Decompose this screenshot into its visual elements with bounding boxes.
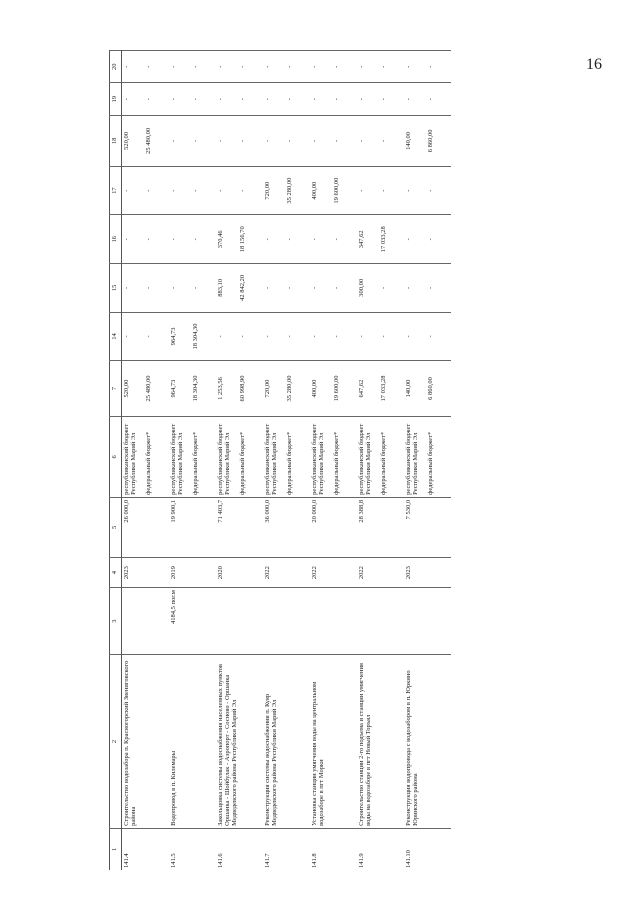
- year: 2020: [216, 558, 263, 588]
- funding-source-line: республиканский бюджет Республики Марий Эл: [405, 423, 419, 495]
- value-c7-line: 60 998,90: [239, 375, 246, 402]
- value-c20-line: -: [358, 65, 365, 68]
- value-c14-line: -: [145, 335, 152, 338]
- value-c20-line: -: [427, 65, 434, 68]
- value-c17-line: -: [192, 189, 199, 192]
- value-c19: [404, 83, 451, 115]
- column-header: 7: [110, 361, 122, 417]
- value-c18: [122, 115, 170, 166]
- value-c14: [404, 312, 451, 361]
- value-c14-line: 964,73: [170, 327, 177, 346]
- value-c16-line: -: [405, 238, 412, 241]
- value-c7: [357, 361, 404, 417]
- value-c20: [357, 51, 404, 84]
- value-c20: [122, 51, 170, 84]
- year: 2022: [357, 558, 404, 588]
- project-name: Реконструкция системы водоснабжения п. Куяр Медведевского района Республики Марий Эл: [263, 655, 310, 829]
- funding-source-line: республиканский бюджет Республики Марий Эл: [217, 423, 231, 495]
- value-c16-line: -: [123, 238, 130, 241]
- value-c15-line: -: [145, 286, 152, 289]
- total-cost: 19 900,1: [169, 497, 216, 557]
- value-c20-line: -: [380, 65, 387, 68]
- value-c19-line: -: [192, 98, 199, 101]
- value-c18-line: 520,00: [123, 131, 130, 150]
- value-c14-line: -: [239, 335, 246, 338]
- value-c7: [122, 361, 170, 417]
- value-c19-line: -: [264, 98, 271, 101]
- value-c20-line: -: [286, 65, 293, 68]
- value-c18: [404, 115, 451, 166]
- value-c19-line: -: [405, 98, 412, 101]
- value-c17: [122, 166, 170, 215]
- value-c14: [169, 312, 216, 361]
- value-c20: [216, 51, 263, 84]
- value-c17: [404, 166, 451, 215]
- value-c19-line: -: [311, 98, 318, 101]
- project-name: Установка станции умягчения воды на центральном водозаборе в пгт Морки: [310, 655, 357, 829]
- value-c7-line: 647,62: [358, 379, 365, 398]
- value-c16: [357, 215, 404, 264]
- value-c16-line: -: [427, 238, 434, 241]
- funding-source-line: федеральный бюджет*: [333, 431, 340, 495]
- total-cost: 7 530,0: [404, 497, 451, 557]
- value-c17: [263, 166, 310, 215]
- project-name: Строительство станции 2-го подъема и станции умягчения воды на водозаборе в пгт Новый Торъял: [357, 655, 404, 829]
- funding-source: [357, 416, 404, 497]
- funding-source-line: республиканский бюджет Республики Марий Эл: [123, 423, 137, 495]
- value-c16: [310, 215, 357, 264]
- value-c15-line: -: [405, 286, 412, 289]
- value-c19: [263, 83, 310, 115]
- value-c15: [310, 264, 357, 313]
- value-c16: [122, 215, 170, 264]
- column-header: 19: [110, 83, 122, 115]
- value-c17-line: -: [123, 189, 130, 192]
- value-c15-line: -: [192, 286, 199, 289]
- value-c15-line: -: [427, 286, 434, 289]
- value-c19-line: -: [217, 98, 224, 101]
- value-c7-line: 35 280,00: [286, 375, 293, 402]
- value-c14-line: -: [405, 335, 412, 338]
- value-c17: [357, 166, 404, 215]
- funding-source-line: республиканский бюджет Республики Марий Эл: [311, 423, 325, 495]
- value-c15-line: -: [170, 286, 177, 289]
- value-c7-line: 19 600,00: [333, 375, 340, 402]
- table-row: [404, 51, 451, 871]
- funding-source-line: республиканский бюджет Республики Марий Эл: [358, 423, 372, 495]
- value-c14-line: -: [380, 335, 387, 338]
- funding-source-line: республиканский бюджет Республики Марий Эл: [170, 423, 184, 495]
- value-c17-line: 400,00: [311, 181, 318, 200]
- value-c15-line: -: [264, 286, 271, 289]
- capacity: [122, 588, 170, 655]
- value-c15: [122, 264, 170, 313]
- value-c15-line: 42 842,20: [239, 274, 246, 301]
- table-row: [216, 51, 263, 871]
- table-row: [122, 51, 170, 871]
- total-cost: 26 000,0: [122, 497, 170, 557]
- budget-table: [109, 50, 451, 870]
- value-c20: [310, 51, 357, 84]
- column-header: 5: [110, 497, 122, 557]
- value-c19: [357, 83, 404, 115]
- year: 2022: [263, 558, 310, 588]
- value-c17-line: -: [405, 189, 412, 192]
- value-c16: [169, 215, 216, 264]
- value-c7-line: 25 480,00: [145, 375, 152, 402]
- funding-source-line: федеральный бюджет*: [239, 431, 246, 495]
- value-c20-line: -: [192, 65, 199, 68]
- value-c19-line: -: [239, 98, 246, 101]
- value-c20-line: -: [333, 65, 340, 68]
- year: 2023: [122, 558, 170, 588]
- total-cost: 71 403,7: [216, 497, 263, 557]
- value-c17-line: -: [217, 189, 224, 192]
- value-c19-line: -: [145, 98, 152, 101]
- row-id: 141.9: [357, 828, 404, 870]
- value-c7-line: 964,73: [170, 379, 177, 398]
- value-c19: [216, 83, 263, 115]
- value-c18-line: -: [170, 139, 177, 142]
- value-c16-line: -: [170, 238, 177, 241]
- capacity: 4184,5 пог.м: [169, 588, 216, 655]
- row-id: 141.8: [310, 828, 357, 870]
- value-c16-line: -: [286, 238, 293, 241]
- value-c15-line: 883,10: [217, 278, 224, 297]
- value-c16-line: -: [192, 238, 199, 241]
- value-c17-line: -: [239, 189, 246, 192]
- total-cost: 36 000,0: [263, 497, 310, 557]
- value-c18-line: -: [239, 139, 246, 142]
- value-c19-line: -: [358, 98, 365, 101]
- value-c17-line: -: [145, 189, 152, 192]
- value-c14: [357, 312, 404, 361]
- capacity: [357, 588, 404, 655]
- value-c7-line: 520,00: [123, 379, 130, 398]
- row-id: 141.10: [404, 828, 451, 870]
- table-header: [110, 51, 122, 871]
- value-c17: [310, 166, 357, 215]
- value-c14-line: -: [333, 335, 340, 338]
- page-number: 16: [586, 56, 602, 73]
- value-c16: [216, 215, 263, 264]
- value-c18: [216, 115, 263, 166]
- value-c19: [122, 83, 170, 115]
- funding-source: [169, 416, 216, 497]
- value-c20-line: -: [311, 65, 318, 68]
- value-c14-line: -: [311, 335, 318, 338]
- row-id: 141.5: [169, 828, 216, 870]
- value-c17-line: -: [170, 189, 177, 192]
- year: 2019: [169, 558, 216, 588]
- funding-source-line: федеральный бюджет*: [192, 431, 199, 495]
- value-c14: [310, 312, 357, 361]
- table-body: [122, 51, 452, 871]
- value-c16-line: -: [333, 238, 340, 241]
- column-header: 3: [110, 588, 122, 655]
- value-c16: [404, 215, 451, 264]
- value-c19-line: -: [427, 98, 434, 101]
- value-c7: [216, 361, 263, 417]
- value-c7-line: 17 033,28: [380, 375, 387, 402]
- column-header: 6: [110, 416, 122, 497]
- value-c16-line: -: [311, 238, 318, 241]
- column-header: 20: [110, 51, 122, 84]
- value-c20: [263, 51, 310, 84]
- total-cost: 28 388,8: [357, 497, 404, 557]
- value-c17: [169, 166, 216, 215]
- value-c7: [169, 361, 216, 417]
- funding-source-line: федеральный бюджет*: [286, 431, 293, 495]
- value-c18: [310, 115, 357, 166]
- value-c7-line: 400,00: [311, 379, 318, 398]
- value-c17-line: 19 600,00: [333, 177, 340, 204]
- value-c7-line: 6 860,00: [427, 377, 434, 400]
- value-c14: [263, 312, 310, 361]
- column-header: 1: [110, 828, 122, 870]
- column-header: 17: [110, 166, 122, 215]
- value-c14-line: -: [217, 335, 224, 338]
- funding-source: [310, 416, 357, 497]
- value-c18-line: -: [264, 139, 271, 142]
- funding-source: [263, 416, 310, 497]
- year: 2023: [404, 558, 451, 588]
- value-c20-line: -: [170, 65, 177, 68]
- value-c15: [263, 264, 310, 313]
- value-c15-line: -: [311, 286, 318, 289]
- value-c16-line: -: [145, 238, 152, 241]
- value-c15-line: -: [333, 286, 340, 289]
- value-c14: [216, 312, 263, 361]
- value-c14-line: 18 304,30: [192, 323, 199, 350]
- value-c7-line: 720,00: [264, 379, 271, 398]
- table-row: [357, 51, 404, 871]
- funding-source-line: федеральный бюджет*: [145, 431, 152, 495]
- table-row: [169, 51, 216, 871]
- project-name: Реконструкция водопровода с водозабором в п. Юркино Юринского района: [404, 655, 451, 829]
- year: 2022: [310, 558, 357, 588]
- value-c18-line: -: [286, 139, 293, 142]
- value-c20-line: -: [123, 65, 130, 68]
- value-c20-line: -: [145, 65, 152, 68]
- value-c18-line: -: [380, 139, 387, 142]
- value-c18: [263, 115, 310, 166]
- column-header: 16: [110, 215, 122, 264]
- value-c15-line: -: [123, 286, 130, 289]
- value-c20-line: -: [405, 65, 412, 68]
- value-c15-line: -: [286, 286, 293, 289]
- value-c7-line: 1 253,56: [217, 377, 224, 400]
- rotated-table-wrapper: [109, 50, 584, 870]
- value-c19-line: -: [123, 98, 130, 101]
- value-c19-line: -: [170, 98, 177, 101]
- value-c7-line: 140,00: [405, 379, 412, 398]
- funding-source: [122, 416, 170, 497]
- value-c18-line: -: [358, 139, 365, 142]
- value-c7: [404, 361, 451, 417]
- capacity: [310, 588, 357, 655]
- value-c17: [216, 166, 263, 215]
- rotated-table: [109, 50, 584, 870]
- value-c15-line: 300,00: [358, 278, 365, 297]
- row-id: 141.4: [122, 828, 170, 870]
- value-c14: [122, 312, 170, 361]
- value-c14-line: -: [264, 335, 271, 338]
- value-c15: [357, 264, 404, 313]
- value-c19-line: -: [333, 98, 340, 101]
- column-header: 15: [110, 264, 122, 313]
- value-c20-line: -: [264, 65, 271, 68]
- value-c15: [404, 264, 451, 313]
- value-c19-line: -: [380, 98, 387, 101]
- project-name: Строительство водозабора п. Красногорский Звениговского района: [122, 655, 170, 829]
- value-c17-line: -: [358, 189, 365, 192]
- value-c20-line: -: [239, 65, 246, 68]
- funding-source-line: федеральный бюджет*: [427, 431, 434, 495]
- value-c17-line: -: [380, 189, 387, 192]
- value-c7-line: 18 304,30: [192, 375, 199, 402]
- funding-source: [216, 416, 263, 497]
- row-id: 141.6: [216, 828, 263, 870]
- column-header: 2: [110, 655, 122, 829]
- capacity: [216, 588, 263, 655]
- value-c18: [357, 115, 404, 166]
- value-c20-line: -: [217, 65, 224, 68]
- value-c15: [169, 264, 216, 313]
- row-id: 141.7: [263, 828, 310, 870]
- value-c14-line: -: [123, 335, 130, 338]
- capacity: [263, 588, 310, 655]
- column-header: 18: [110, 115, 122, 166]
- table-row: [310, 51, 357, 871]
- capacity: [404, 588, 451, 655]
- value-c17-line: 720,00: [264, 181, 271, 200]
- value-c18-line: 140,00: [405, 131, 412, 150]
- value-c19-line: -: [286, 98, 293, 101]
- value-c14-line: -: [286, 335, 293, 338]
- value-c16-line: 17 033,28: [380, 226, 387, 253]
- value-c18-line: 6 860,00: [427, 129, 434, 153]
- value-c16-line: 370,46: [217, 230, 224, 249]
- value-c17-line: 35 280,00: [286, 177, 293, 204]
- value-c16: [263, 215, 310, 264]
- value-c18-line: 25 480,00: [145, 127, 152, 154]
- value-c14-line: -: [427, 335, 434, 338]
- value-c15-line: -: [380, 286, 387, 289]
- value-c19: [310, 83, 357, 115]
- value-c18-line: -: [333, 139, 340, 142]
- value-c20: [169, 51, 216, 84]
- value-c7: [263, 361, 310, 417]
- value-c19: [169, 83, 216, 115]
- value-c17-line: -: [427, 189, 434, 192]
- value-c14-line: -: [358, 335, 365, 338]
- value-c16-line: 18 156,70: [239, 226, 246, 253]
- funding-source-line: федеральный бюджет*: [380, 431, 387, 495]
- value-c18-line: -: [217, 139, 224, 142]
- value-c16-line: 347,62: [358, 230, 365, 249]
- value-c18: [169, 115, 216, 166]
- total-cost: 20 000,0: [310, 497, 357, 557]
- value-c16-line: -: [264, 238, 271, 241]
- column-header: 14: [110, 312, 122, 361]
- funding-source-line: республиканский бюджет Республики Марий Эл: [264, 423, 278, 495]
- value-c18-line: -: [311, 139, 318, 142]
- value-c20: [404, 51, 451, 84]
- value-c15: [216, 264, 263, 313]
- project-name: Закольцовка системы водоснабжения населенных пунктов Оршанка - Шойбулак - Аэропорт - Сосново - Оршанка Медведевского района Республики Марий Эл: [216, 655, 263, 829]
- project-name: Водопровод в п. Килемары: [169, 655, 216, 829]
- table-row: [263, 51, 310, 871]
- funding-source: [404, 416, 451, 497]
- column-header: 4: [110, 558, 122, 588]
- value-c7: [310, 361, 357, 417]
- value-c18-line: -: [192, 139, 199, 142]
